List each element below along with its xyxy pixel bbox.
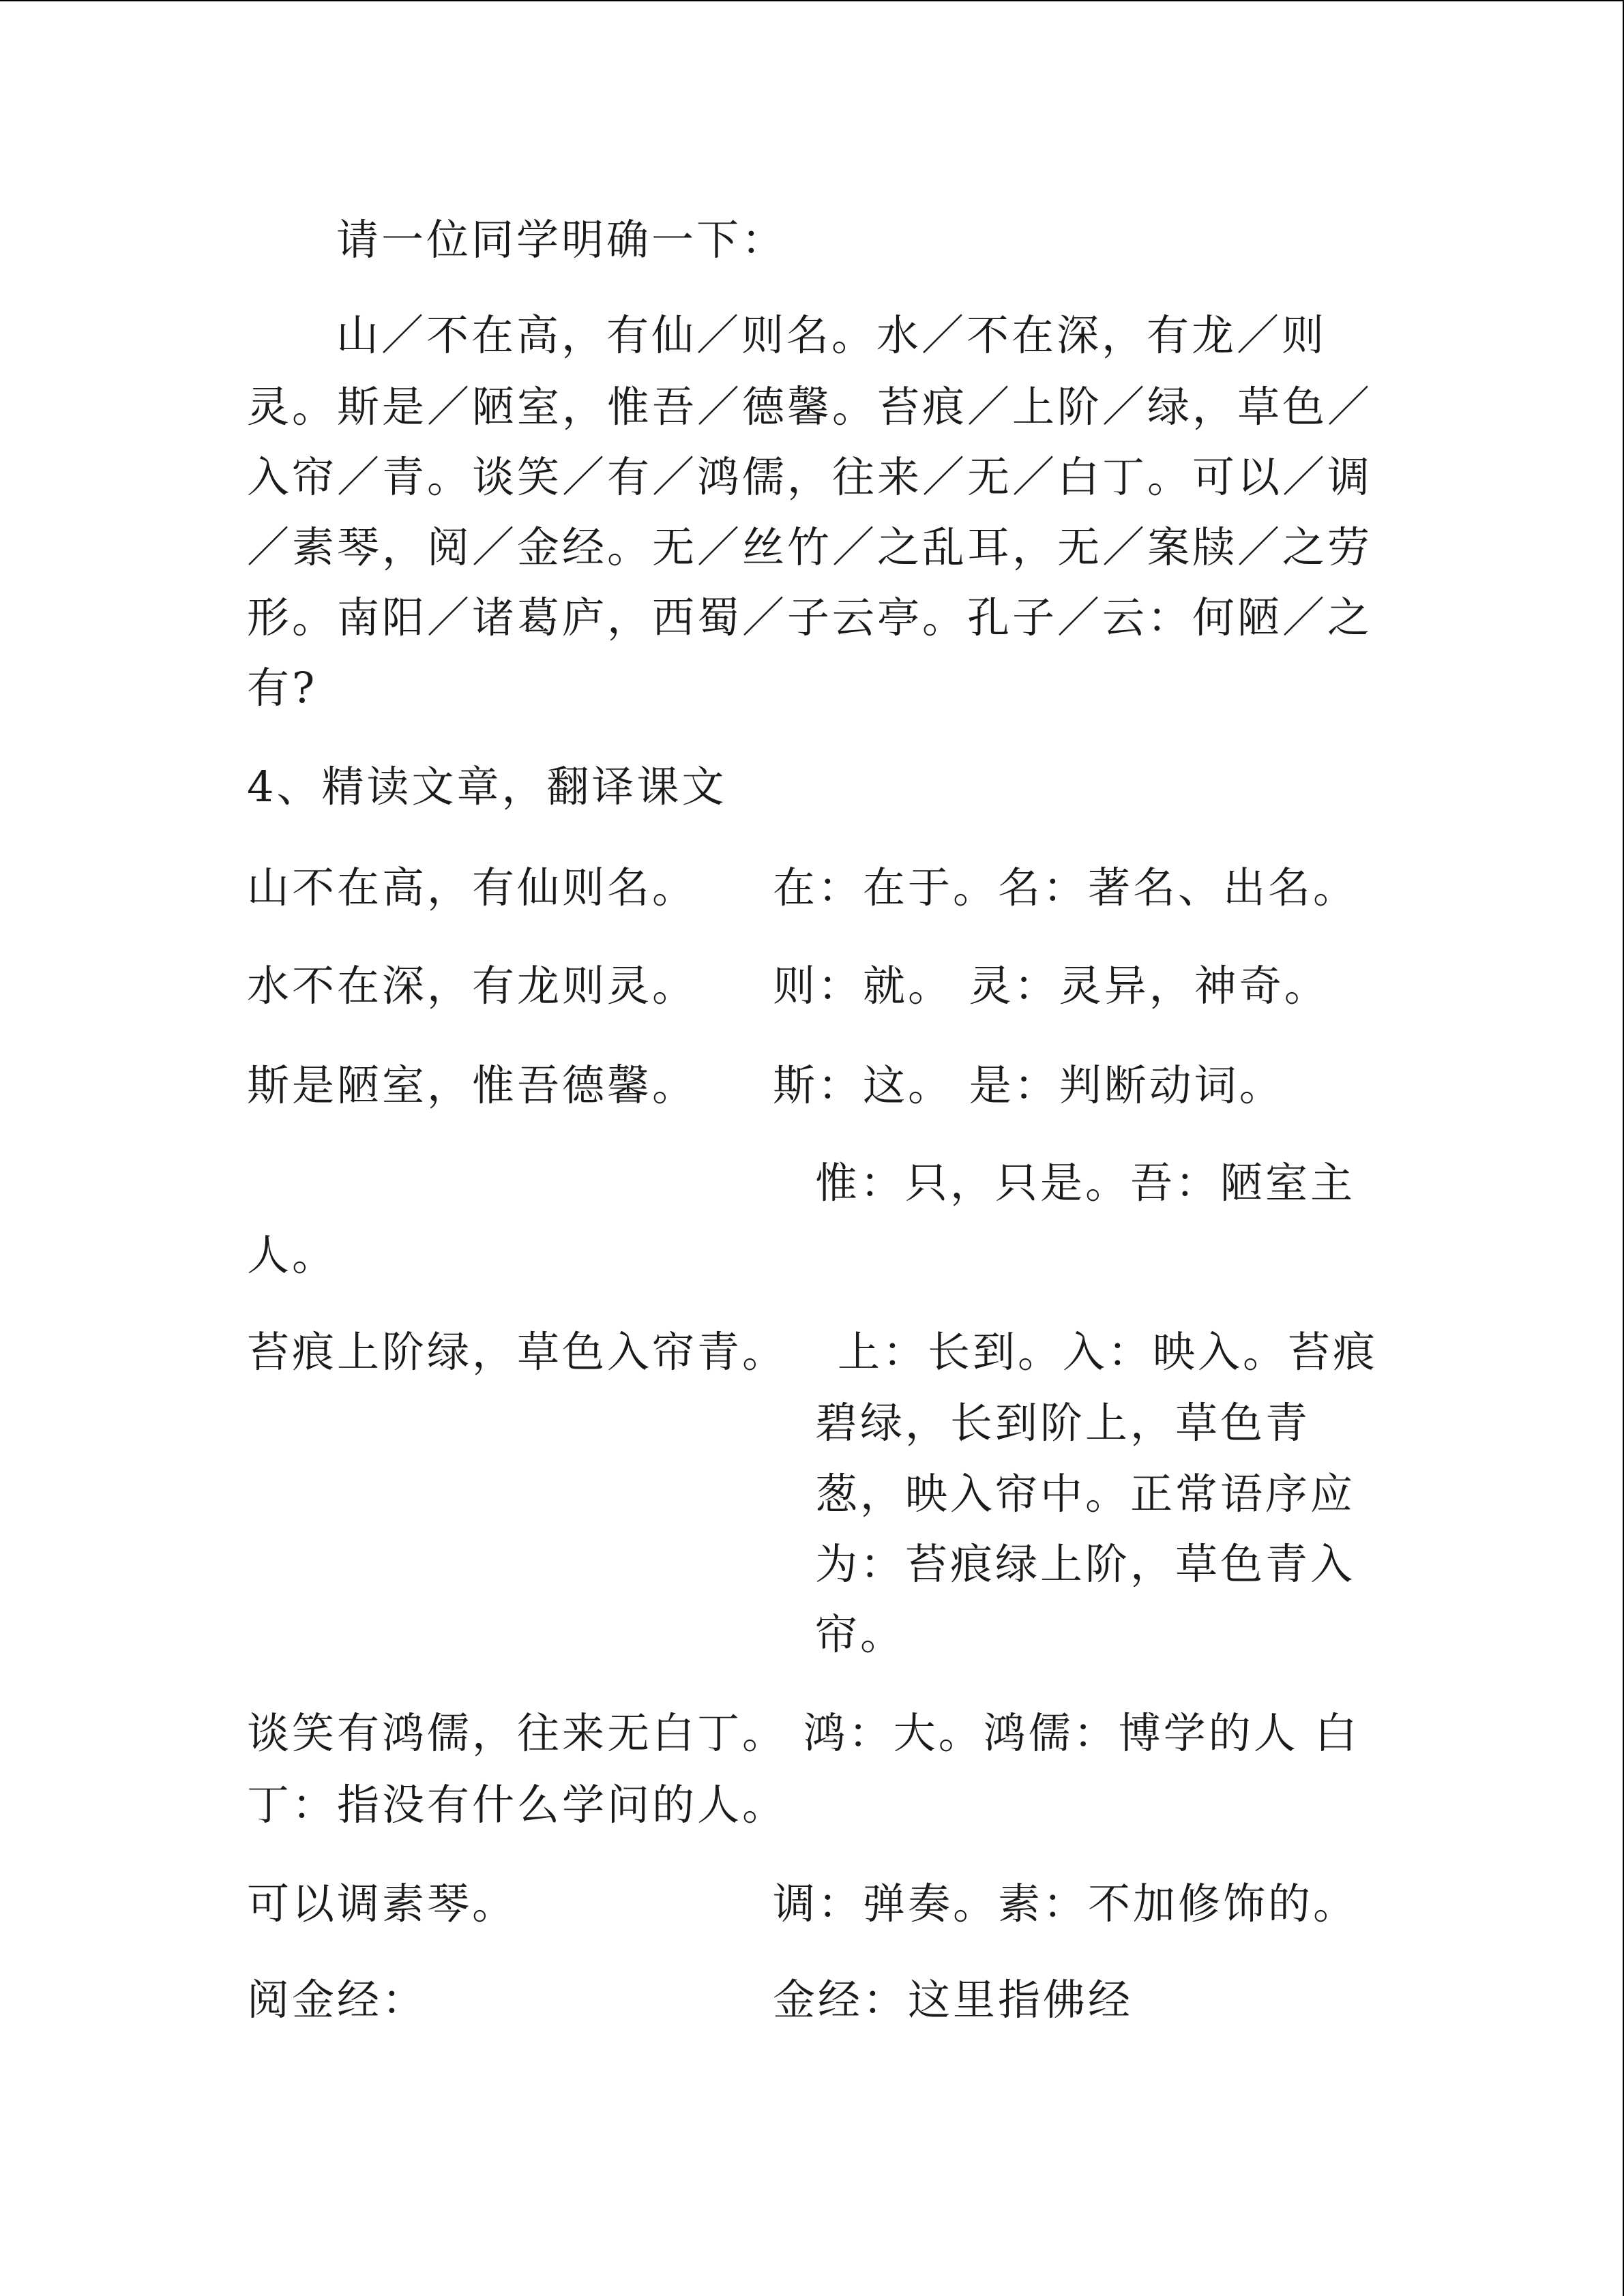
original-sentence: 苔痕上阶绿，草色入帘青。 [247,1327,788,1377]
passage-line: 山／不在高，有仙／则名。水／不在深，有龙／则 [336,310,1327,360]
section-heading: 4、精读文章，翻译课文 [247,762,727,811]
translation-note: 帘。 [815,1609,906,1659]
passage-line: 灵。斯是／陋室，惟吾／德馨。苔痕／上阶／绿，草色／ [247,382,1373,432]
passage-line: 入帘／青。谈笑／有／鸿儒，往来／无／白丁。可以／调 [247,452,1373,502]
original-sentence: 可以调素琴。 [247,1879,518,1928]
original-sentence: 水不在深，有龙则灵。 [247,961,698,1011]
translation-note: 金经：这里指佛经 [773,1975,1134,2025]
intro-text: 请一位同学明确一下： [336,215,787,265]
translation-note: 丁：指没有什么学问的人。 [247,1780,788,1830]
translation-note: 碧绿，长到阶上，草色青 [815,1398,1311,1448]
translation-note: 惟：只，只是。吾：陋室主 [815,1158,1356,1208]
translation-note: 在：在于。名：著名、出名。 [773,863,1359,912]
translation-note: 为：苔痕绿上阶，草色青入 [815,1539,1356,1589]
original-sentence: 阅金经： [247,1975,428,2025]
translation-note: 人。 [247,1230,338,1280]
translation-note: 上：长到。入：映入。苔痕 [838,1327,1378,1377]
passage-line: 形。南阳／诸葛庐，西蜀／子云亭。孔子／云：何陋／之 [247,593,1373,642]
translation-note: 调：弹奏。素：不加修饰的。 [773,1879,1359,1928]
original-sentence: 山不在高，有仙则名。 [247,863,698,912]
translation-note: 葱，映入帘中。正常语序应 [815,1469,1356,1519]
original-sentence: 斯是陋室，惟吾德馨。 [247,1060,698,1110]
translation-note: 则：就。 灵：灵异，神奇。 [773,961,1329,1011]
passage-line: 有? [247,663,318,713]
translation-note: 斯：这。 是：判断动词。 [773,1060,1284,1110]
original-sentence: 谈笑有鸿儒，往来无白丁。 鸿：大。鸿儒：博学的人 白 [247,1708,1360,1758]
passage-line: ／素琴，阅／金经。无／丝竹／之乱耳，无／案牍／之劳 [247,522,1373,572]
